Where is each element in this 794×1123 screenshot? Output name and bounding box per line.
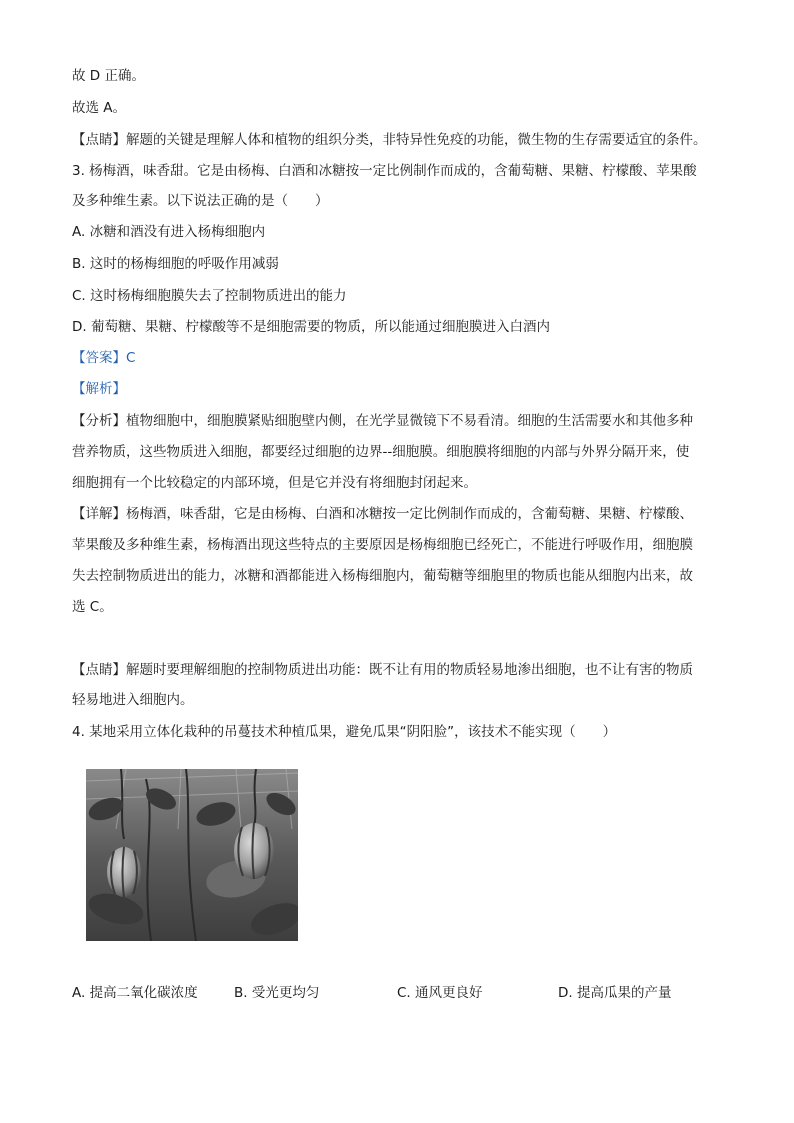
q4-option-a: A. 提高二氧化碳浓度 <box>72 985 198 1001</box>
analysis-text: 细胞拥有一个比较稳定的内部环境，但是它并没有将细胞封闭起来。 <box>72 475 477 491</box>
detail-text: 苹果酸及多种维生素，杨梅酒出现这些特点的主要原因是杨梅细胞已经死亡，不能进行呼吸作用，细胞膜 <box>72 537 693 553</box>
question-3-stem: 3. 杨梅酒，味香甜。它是由杨梅、白酒和冰糖按一定比例制作而成的，含葡萄糖、果糖、柠檬酸、苹果酸 <box>72 163 697 179</box>
answer-label: 【答案】C <box>72 350 136 366</box>
doc-line: 故 D 正确。 <box>72 68 145 84</box>
q3-option-c: C. 这时杨梅细胞膜失去了控制物质进出的能力 <box>72 288 347 304</box>
analysis-text: 营养物质，这些物质进入细胞，都要经过细胞的边界--细胞膜。细胞膜将细胞的内部与外界分隔开来，使 <box>72 444 690 460</box>
q3-option-d: D. 葡萄糖、果糖、柠檬酸等不是细胞需要的物质，所以能通过细胞膜进入白酒内 <box>72 319 550 335</box>
detail-text: 【详解】杨梅酒，味香甜，它是由杨梅、白酒和冰糖按一定比例制作而成的，含葡萄糖、果糖、柠檬酸、 <box>72 506 693 522</box>
dianjing-note-2-cont: 轻易地进入细胞内。 <box>72 692 194 708</box>
melon-photo <box>86 769 298 941</box>
q4-option-c: C. 通风更良好 <box>397 985 483 1001</box>
q3-option-a: A. 冰糖和酒没有进入杨梅细胞内 <box>72 224 266 240</box>
q4-option-d: D. 提高瓜果的产量 <box>558 985 672 1001</box>
analysis-text: 【分析】植物细胞中，细胞膜紧贴细胞壁内侧，在光学显微镜下不易看清。细胞的生活需要水和其他多种 <box>72 413 693 429</box>
question-3-stem-cont: 及多种维生素。以下说法正确的是（ ） <box>72 193 329 209</box>
analysis-label: 【解析】 <box>72 381 126 397</box>
detail-text: 选 C。 <box>72 599 113 615</box>
dianjing-note-2: 【点睛】解题时要理解细胞的控制物质进出功能：既不让有用的物质轻易地渗出细胞，也不让有害的物质 <box>72 662 693 678</box>
question-4-stem: 4. 某地采用立体化栽种的吊蔓技术种植瓜果，避免瓜果“阴阳脸”，该技术不能实现（ ） <box>72 724 617 740</box>
q4-option-b: B. 受光更均匀 <box>234 985 320 1001</box>
detail-text: 失去控制物质进出的能力，冰糖和酒都能进入杨梅细胞内，葡萄糖等细胞里的物质也能从细胞内出来，故 <box>72 568 693 584</box>
doc-line: 故选 A。 <box>72 100 127 116</box>
dianjing-note: 【点睛】解题的关键是理解人体和植物的组织分类，非特异性免疫的功能，微生物的生存需要适宜的条件。 <box>72 132 707 148</box>
q3-option-b: B. 这时的杨梅细胞的呼吸作用减弱 <box>72 256 279 272</box>
